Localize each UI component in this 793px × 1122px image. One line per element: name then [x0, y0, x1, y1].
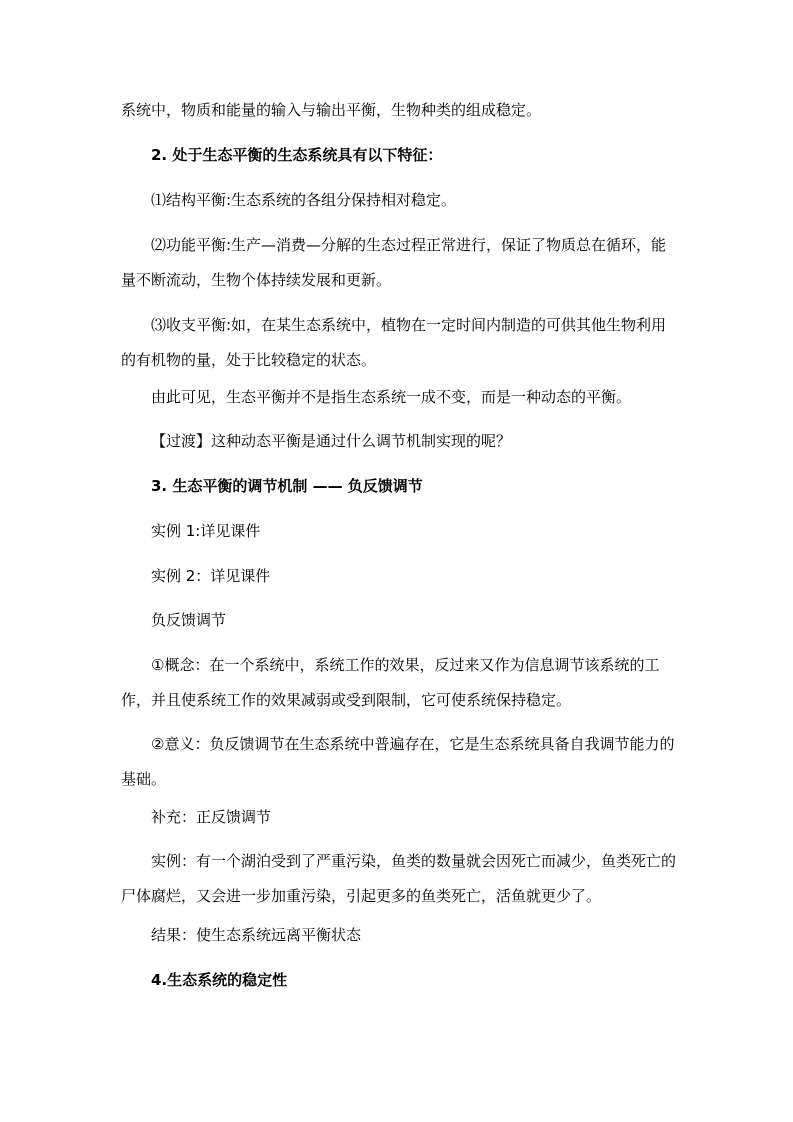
- paragraph-significance: ②意义：负反馈调节在生态系统中普遍存在，它是生态系统具备自我调节能力的基础。: [121, 735, 675, 788]
- paragraph-budget-balance: ⑶收支平衡:如，在某生态系统中，植物在一定时间内制造的可供其他生物利用的有机物的量，处于比较稳定的状态。: [121, 316, 667, 369]
- paragraph-continuation: 系统中，物质和能量的输入与输出平衡，生物种类的组成稳定。: [121, 101, 542, 119]
- heading-regulation-mechanism: 3. 生态平衡的调节机制 —— 负反馈调节: [151, 477, 423, 495]
- paragraph-functional-balance: ⑵功能平衡:生产—消费—分解的生态过程正常进行，保证了物质总在循环，能量不断流动，生物个体持续发展和更新。: [121, 236, 667, 289]
- paragraph-positive-example: 实例：有一个湖泊受到了严重污染，鱼类的数量就会因死亡而减少，鱼类死亡的尸体腐烂，又会进一步加重污染，引起更多的鱼类死亡，活鱼就更少了。: [121, 852, 677, 905]
- heading-ecosystem-stability: 4.生态系统的稳定性: [151, 971, 288, 989]
- paragraph-concept: ①概念：在一个系统中，系统工作的效果，反过来又作为信息调节该系统的工作，并且使系统工作的效果减弱或受到限制，它可使系统保持稳定。: [121, 656, 660, 709]
- paragraph-negative-feedback-title: 负反馈调节: [151, 611, 227, 629]
- paragraph-example-2: 实例 2：详见课件: [151, 567, 271, 585]
- paragraph-positive-feedback-title: 补充：正反馈调节: [151, 808, 272, 826]
- paragraph-dynamic-balance: 由此可见，生态平衡并不是指生态系统一成不变，而是一种动态的平衡。: [151, 388, 632, 406]
- paragraph-structural-balance: ⑴结构平衡:生态系统的各组分保持相对稳定。: [151, 191, 457, 209]
- paragraph-example-1: 实例 1:详见课件: [151, 522, 261, 540]
- heading-ecological-balance-features: 2. 处于生态平衡的生态系统具有以下特征：: [151, 146, 443, 164]
- paragraph-result: 结果：使生态系统远离平衡状态: [151, 926, 362, 944]
- paragraph-transition: 【过渡】这种动态平衡是通过什么调节机制实现的呢？: [151, 432, 512, 450]
